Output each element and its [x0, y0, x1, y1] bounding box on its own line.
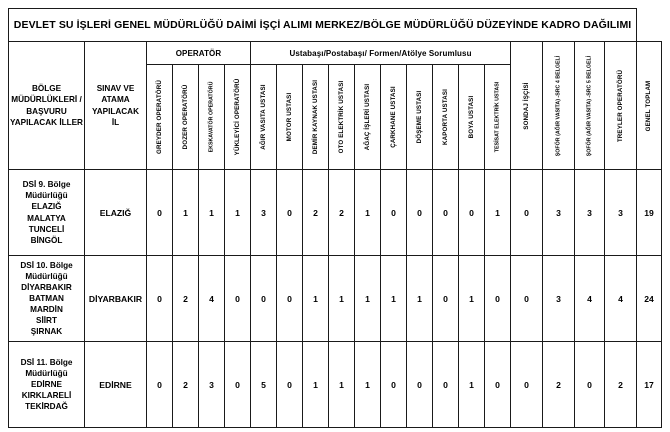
cell-value: 3: [605, 170, 637, 256]
col-header-dozer-operatoru-label: DOZER OPERATÖRÜ: [181, 84, 189, 150]
stub-header-il: [85, 42, 147, 170]
cell-value: 0: [511, 256, 543, 342]
cell-value: 1: [303, 256, 329, 342]
col-header-yukleyici-operatoru-label: YÜKLEYİCİ OPERATÖRÜ: [233, 78, 241, 156]
col-header-sondaj-isci: [511, 42, 543, 170]
cell-value: 0: [147, 342, 173, 428]
cell-value: 5: [251, 342, 277, 428]
col-header-sofor-src4-label: ŞOFÖR (AĞIR VASITA) -SRC 4 BELGELİ: [554, 55, 561, 156]
cell-value: 2: [543, 342, 575, 428]
table-row: [9, 170, 662, 256]
row-bolge-line: TEKİRDAĞ: [25, 402, 68, 412]
cell-value: 3: [199, 342, 225, 428]
cell-value: 0: [407, 170, 433, 256]
row-bolge-line: BATMAN: [29, 293, 64, 303]
row-il-value: EDİRNE: [85, 342, 147, 428]
cell-value: 1: [459, 342, 485, 428]
cell-value: 1: [459, 256, 485, 342]
row-bolge-line: BİNGÖL: [30, 235, 63, 245]
cell-value: 0: [381, 342, 407, 428]
row-bolge-line: EDİRNE: [31, 379, 62, 389]
col-header-treyler-operatoru-label: TREYLER OPERATÖRÜ: [616, 69, 624, 142]
cell-value: 2: [173, 256, 199, 342]
col-header-doseme-ustasi-label: DÖŞEME USTASI: [415, 90, 423, 144]
cell-value: 0: [575, 342, 605, 428]
row-il-value: ELAZIĞ: [85, 170, 147, 256]
row-bolge-line: ELAZIĞ: [31, 202, 62, 212]
row-bolge-line: ŞIRNAK: [30, 327, 63, 337]
col-header-genel-toplam: [637, 42, 662, 170]
col-header-boya-ustasi: [459, 65, 485, 170]
cell-value: 1: [485, 170, 511, 256]
col-header-treyler-operatoru: [605, 42, 637, 170]
row-bolge-line: Müdürlüğü: [25, 368, 68, 378]
cell-value: 0: [511, 342, 543, 428]
cell-value: 4: [199, 256, 225, 342]
cell-value: 1: [173, 170, 199, 256]
cell-value: 2: [173, 342, 199, 428]
row-bolge-line: DSİ 9. Bölge: [22, 180, 71, 190]
cell-value: 0: [251, 256, 277, 342]
cell-value: 1: [329, 342, 355, 428]
cell-value: 2: [329, 170, 355, 256]
cell-value: 1: [355, 342, 381, 428]
stub-header-bolge-line-3: BAŞVURU: [26, 106, 67, 116]
col-header-genel-toplam-label: GENEL TOPLAM: [644, 80, 652, 131]
stub-header-il-line-1: SINAV VE: [96, 84, 135, 94]
cell-value: 3: [575, 170, 605, 256]
col-header-tesisat-elektrik-ustasi: [485, 65, 511, 170]
col-header-sofor-src5-label: ŞOFÖR (AĞIR VASITA) -SRC 5 BELGELİ: [585, 55, 592, 156]
kadro-distribution-table: [8, 8, 662, 428]
cell-value: 0: [277, 170, 303, 256]
cell-value: 0: [459, 170, 485, 256]
col-header-boya-ustasi-label: BOYA USTASI: [467, 95, 475, 139]
cell-value: 0: [147, 256, 173, 342]
row-bolge-line: Müdürlüğü: [25, 271, 68, 281]
cell-total: 17: [637, 342, 662, 428]
cell-value: 0: [225, 256, 251, 342]
row-bolge-label: [9, 342, 85, 428]
cell-value: 0: [485, 256, 511, 342]
group-header-operator: OPERATÖR: [147, 42, 251, 65]
row-bolge-line: DSİ 10. Bölge: [20, 260, 73, 270]
col-header-agir-vasita-ustasi-label: AĞIR VASITA USTASI: [259, 84, 267, 150]
cell-value: 0: [277, 342, 303, 428]
stub-header-bolge-line-1: BÖLGE: [31, 84, 62, 94]
cell-value: 4: [575, 256, 605, 342]
cell-value: 1: [329, 256, 355, 342]
page-title: DEVLET SU İŞLERİ GENEL MÜDÜRLÜĞÜ DAİMİ İŞÇİ ALIMI MERKEZ/BÖLGE MÜDÜRLÜĞÜ DÜZEYİNDE KADRO DAĞILIMI: [9, 9, 637, 42]
cell-value: 1: [381, 256, 407, 342]
col-header-motor-ustasi-label: MOTOR USTASI: [285, 92, 293, 142]
cell-value: 2: [605, 342, 637, 428]
col-header-agir-vasita-ustasi: [251, 65, 277, 170]
col-header-oto-elektrik-ustasi: [329, 65, 355, 170]
col-header-agac-isleri-ustasi: [355, 65, 381, 170]
stub-header-il-line-4: İL: [111, 117, 120, 127]
cell-value: 0: [277, 256, 303, 342]
row-bolge-label: [9, 170, 85, 256]
col-header-kaporta-ustasi: [433, 65, 459, 170]
cell-value: 2: [303, 170, 329, 256]
row-bolge-line: Müdürlüğü: [25, 191, 68, 201]
group-header-row: [9, 42, 662, 65]
col-header-tesisat-elektrik-ustasi-label: TESİSAT ELEKTRİK USTASI: [493, 81, 500, 153]
row-bolge-line: DİYARBAKIR: [21, 282, 72, 292]
row-il-value: DİYARBAKIR: [85, 256, 147, 342]
row-bolge-line: DSİ 11. Bölge: [20, 357, 73, 367]
group-header-ustabasi: Ustabaşı/Postabaşı/ Formen/Atölye Sorumlusu: [251, 42, 511, 65]
table-row: [9, 342, 662, 428]
col-header-demir-kaynak-ustasi-label: DEMİR KAYNAK USTASI: [311, 79, 319, 155]
cell-value: 1: [303, 342, 329, 428]
row-bolge-label: [9, 256, 85, 342]
col-header-agac-isleri-ustasi-label: AĞAÇ İŞLERİ USTASI: [363, 83, 371, 151]
col-header-ekskavator-operatoru: [199, 65, 225, 170]
cell-value: 4: [605, 256, 637, 342]
cell-value: 0: [407, 342, 433, 428]
cell-value: 0: [485, 342, 511, 428]
col-header-oto-elektrik-ustasi-label: OTO ELEKTRİK USTASI: [337, 80, 345, 154]
col-header-carkhane-ustasi: [381, 65, 407, 170]
col-header-ekskavator-operatoru-label: EKSKAVATÖR OPERATÖRÜ: [207, 81, 214, 153]
col-header-greyder-operatoru-label: GREYDER OPERATÖRÜ: [155, 80, 163, 154]
cell-value: 0: [433, 342, 459, 428]
row-bolge-line: TUNCELİ: [28, 224, 65, 234]
col-header-doseme-ustasi: [407, 65, 433, 170]
stub-header-bolge-line-4: YAPILACAK İLLER: [10, 117, 83, 127]
cell-value: 3: [543, 170, 575, 256]
col-header-dozer-operatoru: [173, 65, 199, 170]
cell-value: 1: [355, 256, 381, 342]
stub-header-il-line-2: ATAMA: [101, 95, 130, 105]
table-row: [9, 256, 662, 342]
col-header-yukleyici-operatoru: [225, 65, 251, 170]
cell-value: 3: [251, 170, 277, 256]
cell-value: 0: [511, 170, 543, 256]
row-bolge-line: MARDİN: [30, 305, 63, 315]
col-header-demir-kaynak-ustasi: [303, 65, 329, 170]
cell-value: 0: [381, 170, 407, 256]
row-bolge-line: MALATYA: [27, 213, 66, 223]
col-header-sondaj-isci-label: SONDAJ İŞÇİSİ: [522, 81, 530, 130]
cell-total: 24: [637, 256, 662, 342]
cell-value: 0: [433, 256, 459, 342]
stub-header-bolge: [9, 42, 85, 170]
cell-value: 1: [225, 170, 251, 256]
stub-header-il-line-3: YAPILACAK: [91, 106, 139, 116]
cell-value: 0: [225, 342, 251, 428]
col-header-carkhane-ustasi-label: ÇARKHANE USTASI: [389, 86, 397, 148]
row-bolge-line: KIRKLARELİ: [21, 391, 72, 401]
row-bolge-line: SİİRT: [36, 316, 57, 326]
cell-value: 0: [433, 170, 459, 256]
col-header-sofor-src5: [575, 42, 605, 170]
cell-value: 1: [407, 256, 433, 342]
cell-total: 19: [637, 170, 662, 256]
title-row: [9, 9, 662, 42]
col-header-motor-ustasi: [277, 65, 303, 170]
cell-value: 1: [355, 170, 381, 256]
col-header-sofor-src4: [543, 42, 575, 170]
col-header-greyder-operatoru: [147, 65, 173, 170]
cell-value: 1: [199, 170, 225, 256]
col-header-kaporta-ustasi-label: KAPORTA USTASI: [441, 89, 449, 145]
cell-value: 0: [147, 170, 173, 256]
cell-value: 3: [543, 256, 575, 342]
stub-header-bolge-line-2: MÜDÜRLÜKLERİ /: [11, 95, 82, 105]
